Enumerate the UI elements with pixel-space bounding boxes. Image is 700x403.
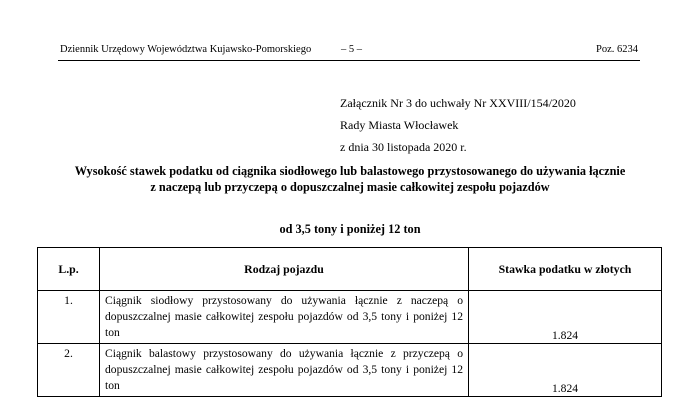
table-header-row [38, 248, 662, 291]
row-tax-rate: 1.824 [469, 344, 662, 397]
row-tax-rate: 1.824 [469, 291, 662, 344]
annex-line-2: Rady Miasta Włocławek [340, 118, 459, 132]
position-number: Poz. 6234 [596, 44, 638, 55]
title-line-2: z naczepą lub przyczepą o dopuszczalnej masie całkowitej zespołu pojazdów [150, 180, 550, 194]
header-tax-rate: Stawka podatku w złotych [469, 248, 662, 291]
row-vehicle-description: Ciągnik siodłowy przystosowany do używania łącznie z naczepą o dopuszczalnej masie całkowitej zespołu pojazdów od 3,5 tony i poniżej 12 ton [100, 291, 469, 344]
annex-line-3: z dnia 30 listopada 2020 r. [340, 140, 467, 154]
annex-block [340, 92, 576, 158]
page-number: – 5 – [341, 44, 362, 55]
title-line-1: Wysokość stawek podatku od ciągnika siodłowego lub balastowego przystosowanego do używania łącznie [74, 164, 626, 178]
row-lp: 1. [38, 291, 100, 344]
header-lp: L.p. [38, 248, 100, 291]
journal-name: Dziennik Urzędowy Województwa Kujawsko-Pomorskiego [60, 44, 312, 55]
tax-rate-table [37, 247, 662, 397]
table-row [38, 291, 662, 344]
document-subtitle: od 3,5 tony i poniżej 12 ton [279, 222, 421, 236]
table-row [38, 344, 662, 397]
row-vehicle-description: Ciągnik balastowy przystosowany do używania łącznie z przyczepą o dopuszczalnej masie całkowitej zespołu pojazdów od 3,5 tony i poniżej 12 ton [100, 344, 469, 397]
document-title [40, 163, 660, 195]
header-vehicle-type: Rodzaj pojazdu [100, 248, 469, 291]
header-rule [58, 60, 640, 61]
annex-line-1: Załącznik Nr 3 do uchwały Nr XXVIII/154/2020 [340, 96, 576, 110]
row-lp: 2. [38, 344, 100, 397]
